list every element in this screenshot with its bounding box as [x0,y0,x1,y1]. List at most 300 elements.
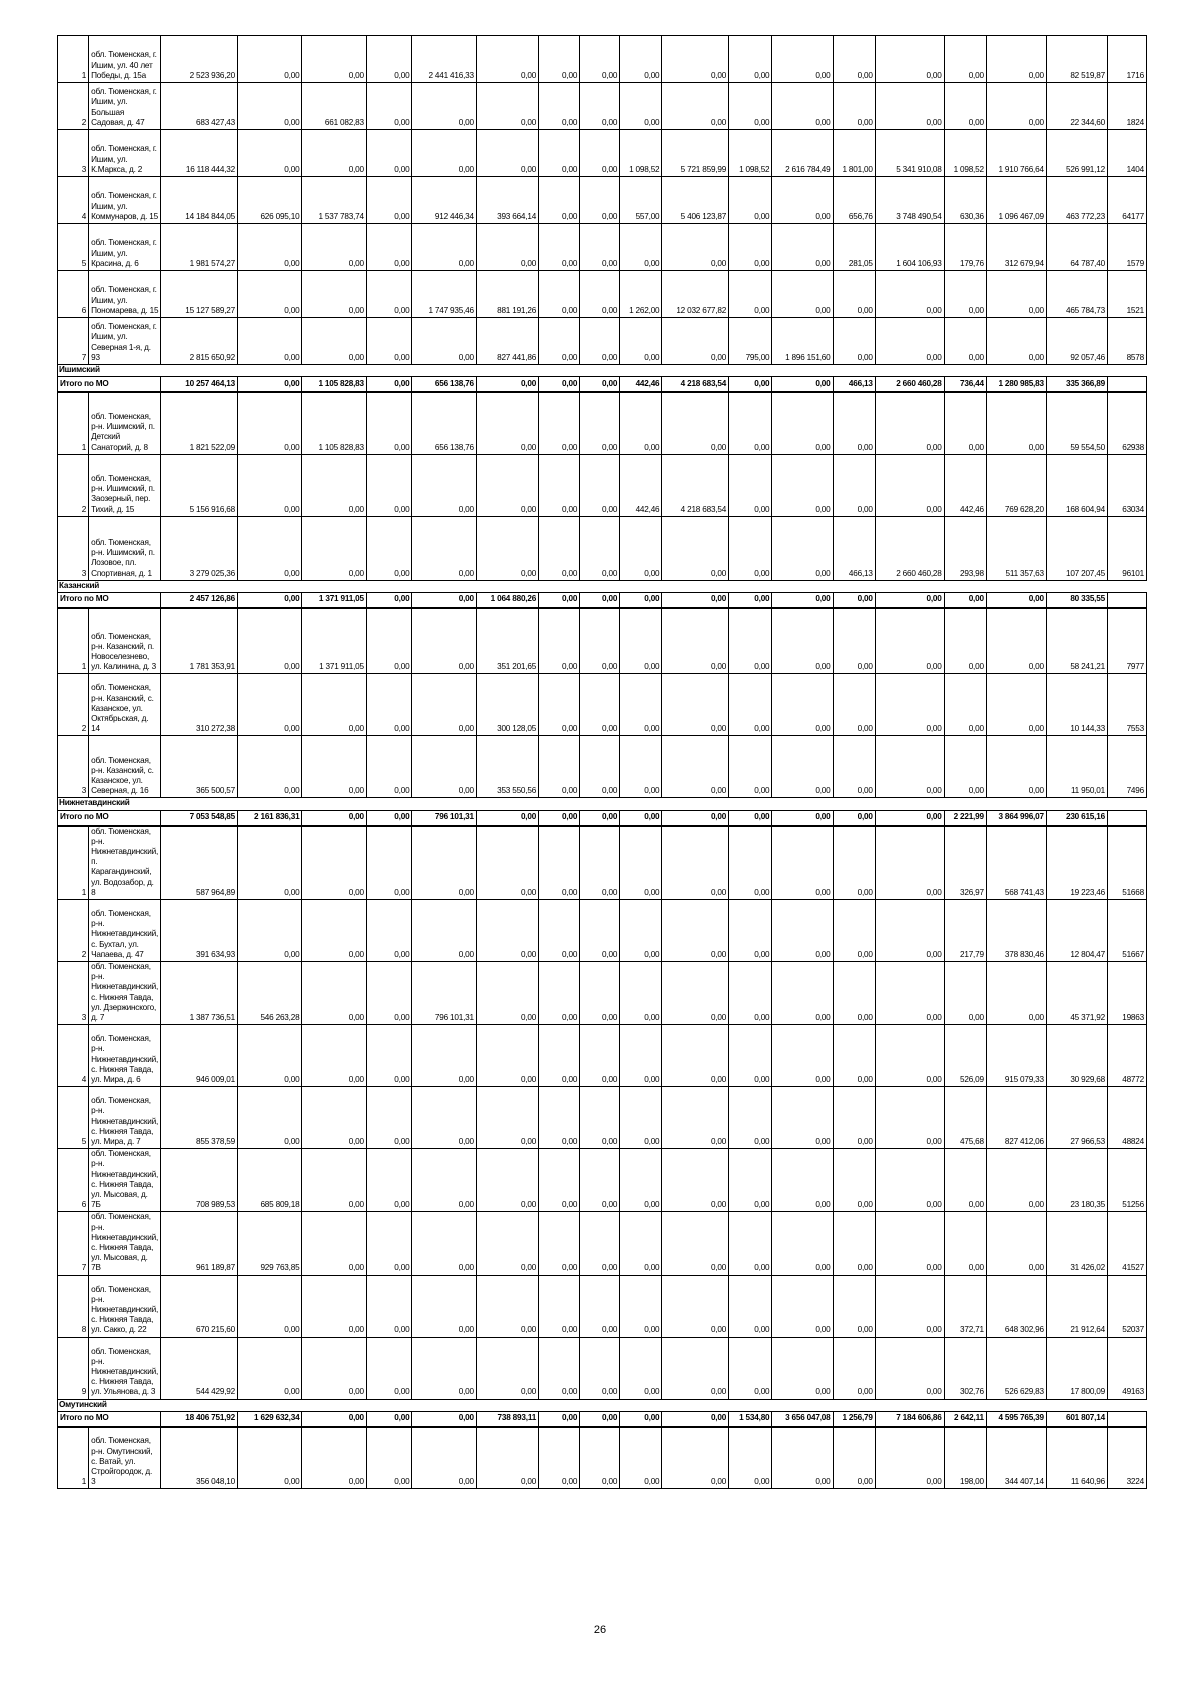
value-cell: 0,00 [729,1087,772,1149]
value-cell: 51667 [1107,900,1146,962]
value-cell: 49163 [1107,1337,1146,1399]
total-cell: 0,00 [302,1411,366,1427]
address-cell: обл. Тюменская, р-н. Нижнетавдинский, с. Нижняя Тавда, ул. Мысовая, д. 7В [89,1212,161,1275]
value-cell: 0,00 [772,1337,833,1399]
total-cell: 656 138,76 [412,377,476,393]
value-cell: 0,00 [476,130,538,177]
value-cell: 0,00 [875,1212,944,1275]
value-cell: 1 981 574,27 [161,224,238,271]
value-cell: 0,00 [662,224,729,271]
value-cell: 0,00 [729,1337,772,1399]
value-cell: 683 427,43 [161,83,238,130]
value-cell: 198,00 [944,1427,986,1489]
value-cell: 0,00 [662,516,729,580]
address-cell: обл. Тюменская, г. Ишим, ул. Северная 1-я, д. 93 [89,318,161,365]
value-cell: 0,00 [476,454,538,516]
value-cell: 0,00 [833,271,875,318]
value-cell: 0,00 [875,454,944,516]
value-cell: 62938 [1107,392,1146,454]
total-cell: 796 101,31 [412,810,476,826]
total-cell: 0,00 [366,377,412,393]
value-cell: 0,00 [875,318,944,365]
value-cell: 0,00 [302,1025,366,1087]
value-cell: 1824 [1107,83,1146,130]
address-cell: обл. Тюменская, р-н. Нижнетавдинский, с. Нижняя Тавда, ул. Дзержинского, д. 7 [89,962,161,1025]
value-cell: 0,00 [986,1212,1046,1275]
value-cell: 1 262,00 [620,271,662,318]
value-cell: 0,00 [238,83,302,130]
value-cell: 391 634,93 [161,900,238,962]
value-cell: 685 809,18 [238,1149,302,1212]
address-cell: обл. Тюменская, г. Ишим, ул. Коммунаров, д. 15 [89,177,161,224]
value-cell: 0,00 [875,1087,944,1149]
value-cell: 0,00 [944,392,986,454]
address-cell: обл. Тюменская, р-н. Ишимский, п. Лозовое, пл. Спортивная, д. 1 [89,516,161,580]
value-cell: 31 426,02 [1046,1212,1107,1275]
value-cell: 51668 [1107,826,1146,900]
table-row [58,1025,1147,1087]
address-cell: обл. Тюменская, г. Ишим, ул. Большая Садовая, д. 47 [89,83,161,130]
value-cell: 0,00 [772,36,833,83]
total-cell: 0,00 [662,1411,729,1427]
value-cell: 0,00 [238,318,302,365]
value-cell: 11 640,96 [1046,1427,1107,1489]
value-cell: 0,00 [580,962,620,1025]
value-cell: 626 095,10 [238,177,302,224]
total-cell [1107,1411,1146,1427]
value-cell: 0,00 [875,608,944,674]
total-cell: 0,00 [620,810,662,826]
value-cell: 1579 [1107,224,1146,271]
value-cell: 0,00 [833,674,875,736]
value-cell: 12 804,47 [1046,900,1107,962]
total-cell: 0,00 [580,592,620,608]
value-cell: 0,00 [539,318,580,365]
value-cell: 0,00 [412,826,476,900]
value-cell: 0,00 [366,83,412,130]
value-cell: 0,00 [944,674,986,736]
value-cell: 0,00 [662,318,729,365]
value-cell: 0,00 [772,177,833,224]
value-cell: 281,05 [833,224,875,271]
address-cell: обл. Тюменская, р-н. Нижнетавдинский, с. Бухтал, ул. Чапаева, д. 47 [89,900,161,962]
total-label: Итого по МО [58,1411,161,1427]
value-cell: 0,00 [875,826,944,900]
value-cell: 0,00 [580,1149,620,1212]
total-cell: 1 534,80 [729,1411,772,1427]
value-cell: 0,00 [412,318,476,365]
value-cell: 0,00 [772,83,833,130]
value-cell: 310 272,38 [161,674,238,736]
table-row [58,1427,1147,1489]
value-cell: 96101 [1107,516,1146,580]
table-row [58,454,1147,516]
value-cell: 0,00 [729,1212,772,1275]
table-row [58,392,1147,454]
value-cell: 179,76 [944,224,986,271]
value-cell: 0,00 [620,1275,662,1337]
table-row [58,318,1147,365]
value-cell: 19 223,46 [1046,826,1107,900]
value-cell: 0,00 [729,900,772,962]
value-cell: 0,00 [366,36,412,83]
value-cell: 0,00 [662,1025,729,1087]
value-cell: 3 748 490,54 [875,177,944,224]
value-cell: 351 201,65 [476,608,538,674]
total-cell [1107,810,1146,826]
value-cell: 0,00 [476,516,538,580]
value-cell: 0,00 [238,736,302,798]
value-cell: 0,00 [539,1212,580,1275]
value-cell: 1 105 828,83 [302,392,366,454]
total-cell: 1 280 985,83 [986,377,1046,393]
value-cell: 12 032 677,82 [662,271,729,318]
value-cell: 0,00 [620,1337,662,1399]
value-cell: 1 371 911,05 [302,608,366,674]
row-number: 2 [58,83,89,130]
row-number: 7 [58,1212,89,1275]
value-cell: 0,00 [580,1025,620,1087]
value-cell: 0,00 [772,826,833,900]
table-row [58,900,1147,962]
value-cell: 0,00 [580,318,620,365]
total-cell: 0,00 [539,377,580,393]
value-cell: 0,00 [580,130,620,177]
value-cell: 0,00 [366,454,412,516]
value-cell: 463 772,23 [1046,177,1107,224]
value-cell: 0,00 [620,1087,662,1149]
value-cell: 0,00 [366,1025,412,1087]
value-cell: 656 138,76 [412,392,476,454]
table-body [58,36,1147,1489]
value-cell: 1 098,52 [944,130,986,177]
value-cell: 0,00 [539,130,580,177]
value-cell: 0,00 [875,392,944,454]
value-cell: 0,00 [620,1427,662,1489]
total-cell: 2 221,99 [944,810,986,826]
value-cell: 59 554,50 [1046,392,1107,454]
value-cell: 0,00 [875,674,944,736]
value-cell: 961 189,87 [161,1212,238,1275]
value-cell: 0,00 [580,1427,620,1489]
row-number: 1 [58,392,89,454]
value-cell: 827 441,86 [476,318,538,365]
value-cell: 0,00 [662,36,729,83]
total-cell: 0,00 [302,810,366,826]
row-number: 3 [58,962,89,1025]
value-cell: 0,00 [729,224,772,271]
value-cell: 466,13 [833,516,875,580]
row-number: 8 [58,1275,89,1337]
row-number: 2 [58,454,89,516]
value-cell: 0,00 [539,1025,580,1087]
value-cell: 0,00 [539,516,580,580]
value-cell: 0,00 [302,674,366,736]
value-cell: 0,00 [986,962,1046,1025]
value-cell: 0,00 [412,1337,476,1399]
district-total-row [58,377,1147,393]
value-cell: 0,00 [875,736,944,798]
table-row [58,130,1147,177]
value-cell: 0,00 [662,608,729,674]
value-cell: 670 215,60 [161,1275,238,1337]
value-cell: 0,00 [412,674,476,736]
value-cell: 475,68 [944,1087,986,1149]
value-cell: 0,00 [539,1427,580,1489]
address-cell: обл. Тюменская, р-н. Казанский, п. Новоселезнево, ул. Калинина, д. 3 [89,608,161,674]
value-cell: 855 378,59 [161,1087,238,1149]
value-cell: 217,79 [944,900,986,962]
value-cell: 769 628,20 [986,454,1046,516]
value-cell: 0,00 [833,1427,875,1489]
value-cell: 0,00 [539,1275,580,1337]
value-cell: 0,00 [662,826,729,900]
value-cell: 372,71 [944,1275,986,1337]
value-cell: 0,00 [875,1025,944,1087]
value-cell: 0,00 [539,392,580,454]
value-cell: 0,00 [620,736,662,798]
address-cell: обл. Тюменская, р-н. Нижнетавдинский, с. Нижняя Тавда, ул. Сакко, д. 22 [89,1275,161,1337]
total-cell: 1 256,79 [833,1411,875,1427]
value-cell: 0,00 [833,83,875,130]
value-cell: 0,00 [238,516,302,580]
row-number: 6 [58,271,89,318]
table-row [58,224,1147,271]
value-cell: 0,00 [366,516,412,580]
value-cell: 557,00 [620,177,662,224]
value-cell: 465 784,73 [1046,271,1107,318]
value-cell: 48824 [1107,1087,1146,1149]
table-row [58,1087,1147,1149]
address-cell: обл. Тюменская, г. Ишим, ул. К.Маркса, д. 2 [89,130,161,177]
value-cell: 0,00 [476,900,538,962]
value-cell: 1 910 766,64 [986,130,1046,177]
value-cell: 929 763,85 [238,1212,302,1275]
value-cell: 0,00 [539,1149,580,1212]
row-number: 5 [58,1087,89,1149]
value-cell: 0,00 [944,1212,986,1275]
value-cell: 5 406 123,87 [662,177,729,224]
value-cell: 0,00 [833,608,875,674]
value-cell: 45 371,92 [1046,962,1107,1025]
value-cell: 0,00 [580,36,620,83]
value-cell: 0,00 [580,608,620,674]
value-cell: 344 407,14 [986,1427,1046,1489]
value-cell: 2 660 460,28 [875,516,944,580]
total-cell: 442,46 [620,377,662,393]
total-cell: 0,00 [729,810,772,826]
value-cell: 0,00 [772,1212,833,1275]
value-cell: 0,00 [539,608,580,674]
value-cell: 0,00 [366,177,412,224]
value-cell: 27 966,53 [1046,1087,1107,1149]
address-cell: обл. Тюменская, р-н. Казанский, с. Казанское, ул. Октябрьская, д. 14 [89,674,161,736]
value-cell: 0,00 [944,608,986,674]
value-cell: 2 441 416,33 [412,36,476,83]
total-cell: 0,00 [539,592,580,608]
value-cell: 0,00 [944,83,986,130]
total-cell: 0,00 [729,377,772,393]
district-name: Нижнетавдинский [58,798,1147,810]
value-cell: 0,00 [366,608,412,674]
value-cell: 1 604 106,93 [875,224,944,271]
value-cell: 0,00 [833,1212,875,1275]
value-cell: 1521 [1107,271,1146,318]
value-cell: 0,00 [833,36,875,83]
value-cell: 0,00 [412,1025,476,1087]
value-cell: 0,00 [620,962,662,1025]
total-cell: 0,00 [580,377,620,393]
value-cell: 0,00 [875,271,944,318]
value-cell: 0,00 [662,1087,729,1149]
value-cell: 0,00 [833,736,875,798]
table-row [58,1212,1147,1275]
value-cell: 1716 [1107,36,1146,83]
total-cell: 1 064 880,26 [476,592,538,608]
value-cell: 0,00 [729,1427,772,1489]
value-cell: 0,00 [476,1337,538,1399]
value-cell: 912 446,34 [412,177,476,224]
table-row [58,736,1147,798]
value-cell: 0,00 [366,1427,412,1489]
value-cell: 0,00 [302,271,366,318]
value-cell: 0,00 [662,392,729,454]
row-number: 7 [58,318,89,365]
total-cell: 2 642,11 [944,1411,986,1427]
value-cell: 568 741,43 [986,826,1046,900]
value-cell: 393 664,14 [476,177,538,224]
value-cell: 300 128,05 [476,674,538,736]
value-cell: 0,00 [620,826,662,900]
total-cell: 0,00 [539,810,580,826]
value-cell: 656,76 [833,177,875,224]
row-number: 1 [58,608,89,674]
value-cell: 0,00 [729,516,772,580]
value-cell: 378 830,46 [986,900,1046,962]
value-cell: 0,00 [729,36,772,83]
value-cell: 0,00 [412,608,476,674]
row-number: 2 [58,674,89,736]
value-cell: 0,00 [833,1275,875,1337]
value-cell: 312 679,94 [986,224,1046,271]
total-cell: 0,00 [366,1411,412,1427]
value-cell: 0,00 [539,962,580,1025]
value-cell: 0,00 [772,962,833,1025]
value-cell: 58 241,21 [1046,608,1107,674]
total-cell: 0,00 [986,592,1046,608]
value-cell: 0,00 [620,516,662,580]
table-row [58,177,1147,224]
value-cell: 0,00 [476,826,538,900]
value-cell: 0,00 [662,1212,729,1275]
value-cell: 0,00 [729,454,772,516]
value-cell: 1404 [1107,130,1146,177]
value-cell: 0,00 [238,36,302,83]
total-cell: 335 366,89 [1046,377,1107,393]
value-cell: 0,00 [539,271,580,318]
value-cell: 0,00 [412,130,476,177]
value-cell: 0,00 [620,392,662,454]
value-cell: 0,00 [302,1427,366,1489]
value-cell: 0,00 [412,516,476,580]
value-cell: 0,00 [238,1087,302,1149]
value-cell: 0,00 [412,736,476,798]
total-cell: 10 257 464,13 [161,377,238,393]
value-cell: 41527 [1107,1212,1146,1275]
value-cell: 0,00 [620,224,662,271]
value-cell: 0,00 [580,392,620,454]
value-cell: 708 989,53 [161,1149,238,1212]
value-cell: 0,00 [729,177,772,224]
value-cell: 442,46 [944,454,986,516]
value-cell: 1 098,52 [620,130,662,177]
section-header-row [58,365,1147,377]
address-cell: обл. Тюменская, г. Ишим, ул. 40 лет Победы, д. 15а [89,36,161,83]
value-cell: 0,00 [539,674,580,736]
value-cell: 0,00 [729,608,772,674]
value-cell: 17 800,09 [1046,1337,1107,1399]
address-cell: обл. Тюменская, р-н. Нижнетавдинский, с. Нижняя Тавда, ул. Ульянова, д. 3 [89,1337,161,1399]
value-cell: 0,00 [986,83,1046,130]
value-cell: 0,00 [238,224,302,271]
value-cell: 0,00 [302,736,366,798]
value-cell: 0,00 [729,962,772,1025]
value-cell: 0,00 [772,900,833,962]
row-number: 3 [58,516,89,580]
value-cell: 1 098,52 [729,130,772,177]
table-row [58,271,1147,318]
value-cell: 0,00 [302,1087,366,1149]
value-cell: 0,00 [662,1275,729,1337]
value-cell: 0,00 [302,454,366,516]
row-number: 9 [58,1337,89,1399]
value-cell: 0,00 [986,736,1046,798]
value-cell: 0,00 [539,177,580,224]
value-cell: 587 964,89 [161,826,238,900]
value-cell: 0,00 [302,1275,366,1337]
value-cell: 0,00 [366,1275,412,1337]
value-cell: 64177 [1107,177,1146,224]
value-cell: 0,00 [580,271,620,318]
value-cell: 0,00 [986,392,1046,454]
value-cell: 1 537 783,74 [302,177,366,224]
table-row [58,1275,1147,1337]
address-cell: обл. Тюменская, р-н. Нижнетавдинский, с. Нижняя Тавда, ул. Мира, д. 7 [89,1087,161,1149]
value-cell: 11 950,01 [1046,736,1107,798]
value-cell: 0,00 [302,36,366,83]
value-cell: 0,00 [366,1087,412,1149]
value-cell: 168 604,94 [1046,454,1107,516]
value-cell: 365 500,57 [161,736,238,798]
value-cell: 0,00 [772,1427,833,1489]
address-cell: обл. Тюменская, р-н. Омутинский, с. Ватай, ул. Стройгородок, д. 3 [89,1427,161,1489]
value-cell: 0,00 [620,318,662,365]
value-cell: 0,00 [580,1275,620,1337]
total-cell: 0,00 [772,592,833,608]
value-cell: 0,00 [875,36,944,83]
value-cell: 0,00 [366,1212,412,1275]
row-number: 5 [58,224,89,271]
value-cell: 0,00 [238,674,302,736]
value-cell: 0,00 [875,1337,944,1399]
value-cell: 0,00 [580,1337,620,1399]
value-cell: 0,00 [412,1087,476,1149]
value-cell: 107 207,45 [1046,516,1107,580]
value-cell: 0,00 [539,1087,580,1149]
total-cell: 738 893,11 [476,1411,538,1427]
total-cell: 0,00 [662,592,729,608]
section-header-row [58,1399,1147,1411]
